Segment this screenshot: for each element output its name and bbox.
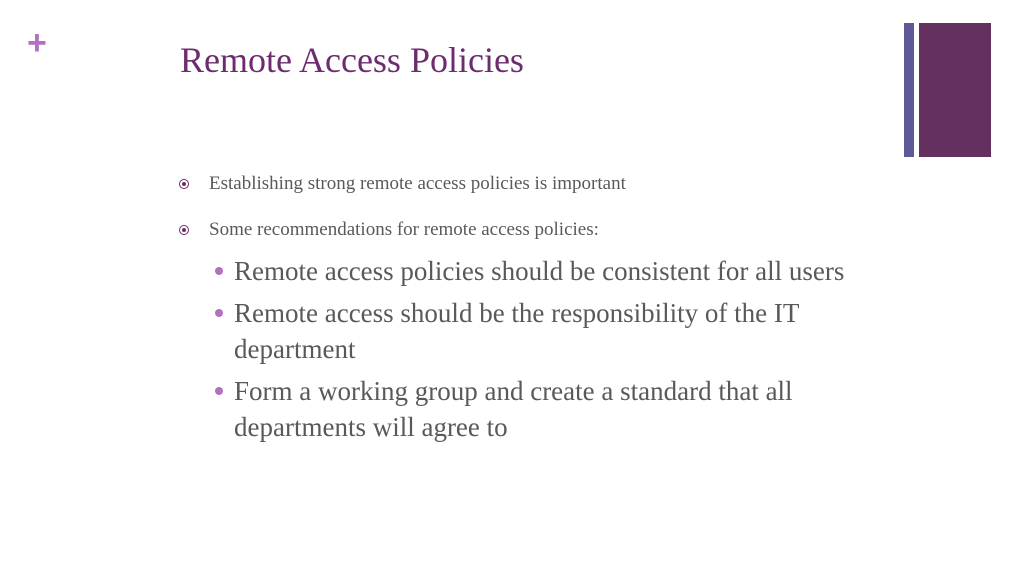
sub-bullet-item [234,253,854,289]
circle-bullet-icon [179,179,189,189]
bullet-text: Establishing strong remote access policies is important [209,173,626,194]
dot-bullet-icon [215,387,223,395]
sub-bullet-text: Form a working group and create a standard that all departments will agree to [234,376,793,442]
bullet-text: Some recommendations for remote access policies: [209,219,599,240]
decorative-bar-thick [919,23,991,157]
decorative-bar-thin [904,23,914,157]
bullet-item [176,216,866,244]
sub-bullet-list [176,253,866,445]
slide-title: Remote Access Policies [180,40,524,80]
circle-bullet-icon [179,225,189,235]
dot-bullet-icon [215,267,223,275]
bullet-item [176,170,866,198]
sub-bullet-item [234,295,854,367]
bullet-list [176,170,866,445]
sub-bullet-text: Remote access policies should be consistent for all users [234,256,845,286]
plus-icon: + [27,24,47,62]
dot-bullet-icon [215,309,223,317]
sub-bullet-item [234,373,854,445]
sub-bullet-text: Remote access should be the responsibility of the IT department [234,298,799,364]
